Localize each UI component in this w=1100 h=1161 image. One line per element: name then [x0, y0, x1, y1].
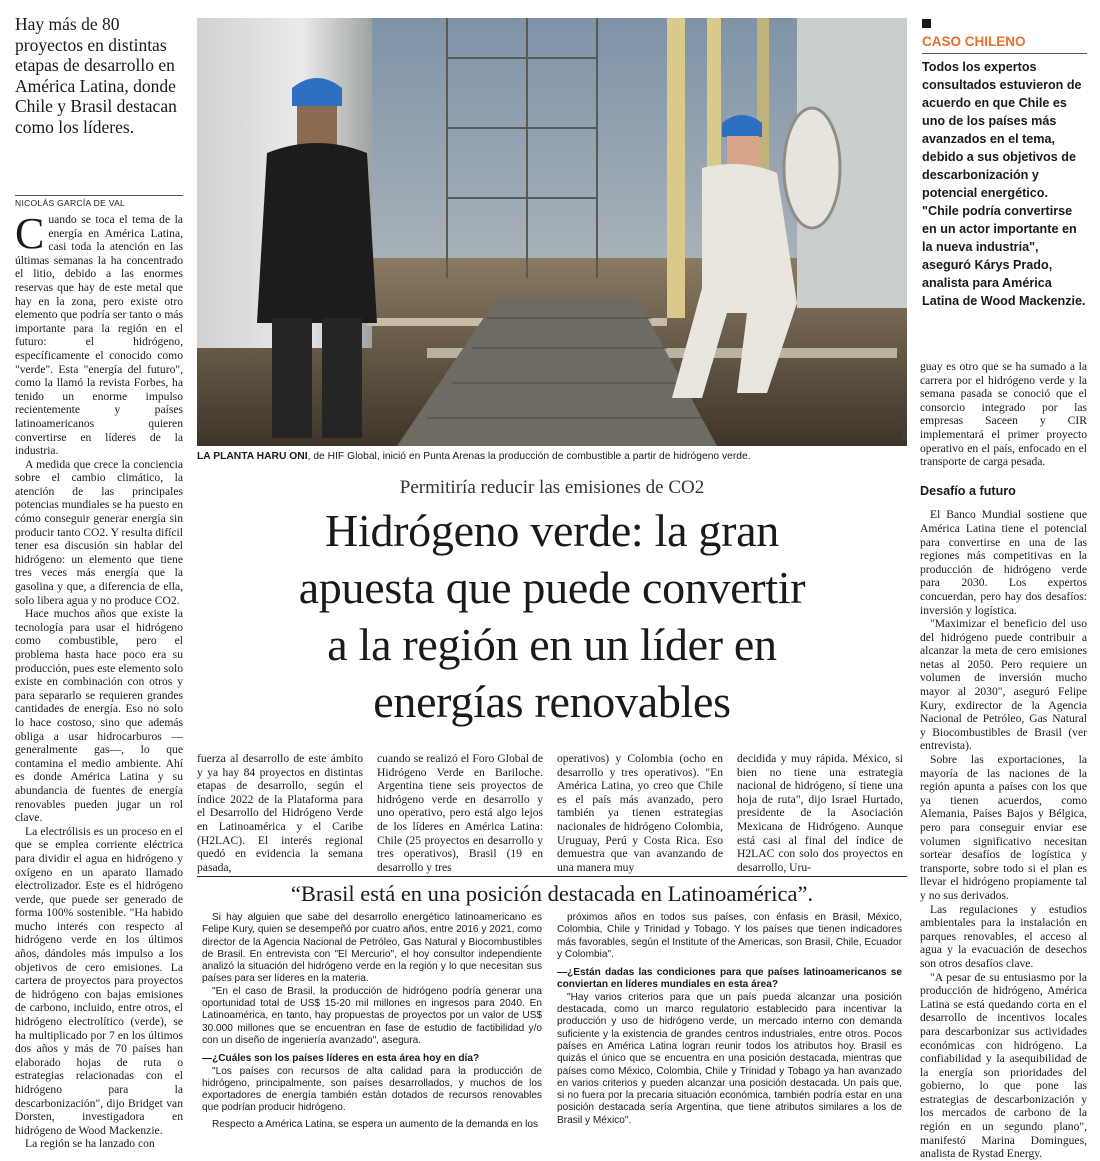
- interview-paragraph: "Hay varios criterios para que un país pueda alcanzar una posición destacada, como un marco regulatorio establecido para incentivar la producción y uso de hidrógeno verde, un mercado interno con demanda suficiente y la existencia de grandes centros industriales, entre otros. Pocos países en América Latina logran reunir todos los atributos hoy. Brasil es quizás el único que se encuentra en una posición destacada, mientras que países como México, Colombia, Chile y Trinidad y Tobago ya han avanzado en varios criterios y pueden alcanzar una posición destacada. Un país que, si no fuera por la precaria situación económica, también podría estar en una posición destacada sería Argentina, que tiene atributos similares a los de Brasil y México".: [557, 991, 902, 1126]
- right-paragraph: "Maximizar el beneficio del uso del hidrógeno puede contribuir a alcanzar la meta de cero emisiones netas al 2050. Pero requiere un volumen de inversión mucho mayor al 2030", aseguró Felipe Kury, exdirector de la Agencia Nacional de Petróleo, Gas Natural y Biocombustibles de Brasil (ver entrevista).: [920, 617, 1087, 753]
- interview-question: —¿Están dadas las condiciones para que países latinoamericanos se conviertan en líderes mundiales en esta área?: [557, 967, 902, 991]
- photo-caption: [197, 451, 907, 463]
- right-paragraph: guay es otro que se ha sumado a la carrera por el hidrógeno verde y la semana pasada se conoció que el consorcio integrado por las empresas Saceen y CIR implementará el primer proyecto operativo en el país, enfocado en el transporte de carga pesada.: [920, 360, 1087, 469]
- sidebar-marker: [922, 19, 931, 28]
- interview-column-2: [557, 912, 902, 1144]
- left-paragraph: La electrólisis es un proceso en el que se emplea corriente eléctrica para dividir el agua en hidrógeno y oxígeno en un aparato llamado electrolizador. Este es el hidrógeno verde, que puede ser generado de forma 100% sostenible. "Ha habido mucho interés con respecto al hidrógeno verde en los últimos años, dándoles más impulso a los objetivos de cero emisiones. La cartera de proyectos para proyectos de hidrógeno con bajas emisiones de carbono, incluido, entre otros, el hidrógeno electrolítico (verde), se ha multiplicado por 7 en los últimos dos años y más de 70 países han elaborado hojas de ruta o estrategias relacionadas con el hidrógeno para la descarbonización", dijo Bridget van Dorsten, investigadora en hidrógeno de Wood Mackenzie.: [15, 824, 183, 1137]
- subhead: Desafío a futuro: [920, 483, 1016, 498]
- left-paragraph: A medida que crece la conciencia sobre el cambio climático, la atención de las principales potencias mundiales se ha puesto en cómo conseguir generar energía sin producir tanto CO2. Y resulta difícil tener esa discusión sin hablar del hidrógeno: un elemento que tiene tres veces más energía que la gasolina y que, a diferencia de ella, solo libera agua y no produce CO2.: [15, 457, 183, 607]
- photo: [197, 18, 907, 446]
- sidebar-text: Todos los expertos consultados estuvieron de acuerdo en que Chile es uno de los países más avanzados en el tema, debido a sus objetivos de descarbonización y potencial energético. "Chile podría convertirse en un actor importante en la nueva industria", aseguró Kárys Prado, analista para América Latina de Wood Mackenzie.: [922, 60, 1086, 308]
- right-paragraph: El Banco Mundial sostiene que América Latina tiene el potencial para convertirse en una de las regiones más competitivas en la producción de hidrógeno verde para 2030. Los expertos concuerdan, pero hay dos desafíos: inversión y logística.: [920, 508, 1087, 617]
- byline: NICOLÁS GARCÍA DE VAL: [15, 198, 126, 208]
- deck: Hay más de 80 proyectos en distintas etapas de desarrollo en América Latina, donde Chile y Brasil destacan como los líderes.: [15, 14, 177, 137]
- headline: [197, 502, 907, 730]
- left-column: [15, 209, 183, 1151]
- interview-question: —¿Cuáles son los países líderes en esta área hoy en día?: [202, 1053, 480, 1065]
- headline-line: Hidrógeno verde: la gran: [325, 505, 779, 556]
- right-paragraph: "A pesar de su entusiasmo por la producción de hidrógeno, América Latina se está quedando corta en el desarrollo de incentivos locales para descarbonizar sus actividades económicas con hidrógeno. La confiabilidad y la asequibilidad de la energía son prioridades del gobierno, lo que pone las estrategias de descarbonización y los mercados de carbono de la región en un segundo plano", manifestó Marina Domingues, analista de Rystad Energy.: [920, 970, 1087, 1161]
- left-paragraph: Hace muchos años que existe la tecnología para usar el hidrógeno como combustible, pero el problema hasta hace poco era su producción, pues este elemento solo existe en combinación con otros y para separarlo se requieren grandes cantidades de energía. Eso no solo lo hace costoso, sino que además obliga a usar hidrocarburos —generalmente gas—, lo que contamina el medio ambiente. Ahí es donde América Latina y su abundancia de fuentes de energía renovables pueden jugar un rol clave.: [15, 607, 183, 825]
- headline-line: energías renovables: [373, 676, 731, 727]
- interview-paragraph: Respecto a América Latina, se espera un aumento de la demanda en los: [212, 1118, 539, 1130]
- kicker: Permitiría reducir las emisiones de CO2: [399, 477, 705, 498]
- deck-rule: [15, 195, 183, 196]
- industrial-plant-photo: [197, 18, 907, 446]
- right-paragraph: Las regulaciones y estudios ambientales para la instalación en parques renovables, el acceso al agua y la evacuación de desechos son otros desafíos clave.: [920, 902, 1087, 970]
- interview-paragraph: "En el caso de Brasil, la producción de hidrógeno podría generar una oportunidad total de US$ 15-20 mil millones en ingresos para 2040. En Latinoamérica, en tanto, hay propuestas de proyectos por un valor de US$ 30.000 millones que se encuentran en fase de estudio de factibilidad y/o con un diseño de ingeniería avanzado", asegura.: [202, 985, 542, 1046]
- headline-line: a la región en un líder en: [327, 619, 777, 670]
- headline-line: apuesta que puede convertir: [298, 562, 806, 613]
- body-column-1: fuerza al desarrollo de este ámbito y ya hay 84 proyectos en distintas etapas de desarrollo, según el índice 2022 de la Plataforma para el Desarrollo del Hidrógeno Verde en Latinoamérica y el Caribe (H2LAC). El interés regional quedó en evidencia la semana pasada,: [197, 752, 363, 874]
- left-paragraph: La región se ha lanzado con: [25, 1137, 155, 1151]
- right-column: [920, 360, 1087, 1161]
- sidebar-label: CASO CHILENO: [922, 34, 1026, 49]
- sidebar-rule: [922, 53, 1087, 54]
- right-paragraph: Sobre las exportaciones, la mayoría de las naciones de la región apunta a países con los que ya tienen acuerdos, como Alemania, Países Bajos y Bélgica, pero para conseguir enviar ese volumen significativo necesitan sortear desafíos de logística y transporte, sobre todo si el plan es llevar el hidrógeno propiamente tal y no sus derivados.: [920, 753, 1087, 902]
- body-column-3: operativos) y Colombia (ocho en desarrollo y tres operativos). "En América Latina, yo creo que Chile es el país más avanzado, pero también ya tienen estrategias nacionales de hidrógeno Colombia, Uruguay, Perú y Costa Rica. Eso demuestra que van avanzando de una manera muy: [557, 752, 723, 874]
- caption-lead: LA PLANTA HARU ONI: [197, 451, 308, 462]
- caption-text: , de HIF Global, inició en Punta Arenas la producción de combustible a partir de hidrógeno verde.: [307, 451, 751, 462]
- interview-paragraph: Si hay alguien que sabe del desarrollo energético latinoamericano es Felipe Kury, quien se desempeñó por cuatro años, entre 2016 y 2021, como director de la Agencia Nacional de Petróleo, Gas Natural y Biocombustibles de Brasil. En entrevista con "El Mercurio", el hoy consultor independiente analizó la situación del hidrógeno verde en la región y lo que necesitan sus países para ser líderes en la materia.: [202, 912, 542, 985]
- body-column-4: decidida y muy rápida. México, si bien no tiene una estrategia nacional de hidrógeno, sí tiene una hoja de ruta", dijo Israel Hurtado, presidente de la Asociación Mexicana de Hidrógeno. Aunque está casi al final del índice de H2LAC con solo dos proyectos en desarrollo, Uru-: [737, 752, 903, 874]
- interview-headline: “Brasil está en una posición destacada en Latinoamérica”.: [290, 881, 814, 906]
- interview-paragraph: "Los países con recursos de alta calidad para la producción de hidrógeno, principalmente, son países desarrollados, y muchos de los exportadores de energía también están dotados de recursos renovables que podrían producir hidrógeno.: [202, 1065, 542, 1114]
- interview-column-1: [202, 912, 542, 1144]
- left-paragraph: uando se toca el tema de la energía en América Latina, casi toda la atención en las últimas semanas la ha concentrado el litio, debido a las enormes reservas que hay de este metal que hay en la zona, pero existe otro elemento que podría ser tanto o más importante para la región en el futuro: el hidrógeno, específicamente el conocido como "verde". Esta "energía del futuro", como la llamó la revista Forbes, ha tenido un enorme impulso recientemente y países latinoamericanos quieren convertirse en líderes de la industria.: [15, 213, 183, 458]
- drop-cap: C: [15, 209, 45, 258]
- interview-top-rule: [197, 876, 907, 877]
- body-column-2: cuando se realizó el Foro Global de Hidrógeno Verde en Bariloche. Argentina tiene seis proyectos de hidrógeno verde en desarrollo y uno operativo, pero está algo lejos de los líderes en América Latina: Chile (25 proyectos en desarrollo y tres operativos), Brasil (19 en desarrollo y tres: [377, 752, 543, 874]
- photo-credit: BLOOMBERG: [902, 390, 909, 440]
- interview-paragraph: próximos años en todos sus países, con énfasis en Brasil, México, Colombia, Chile y Trinidad y Tobago. Y los países que tienen indicadores más favorables, según el Institute of the Americas, son Brasil, Chile, Ecuador y Colombia".: [557, 912, 902, 960]
